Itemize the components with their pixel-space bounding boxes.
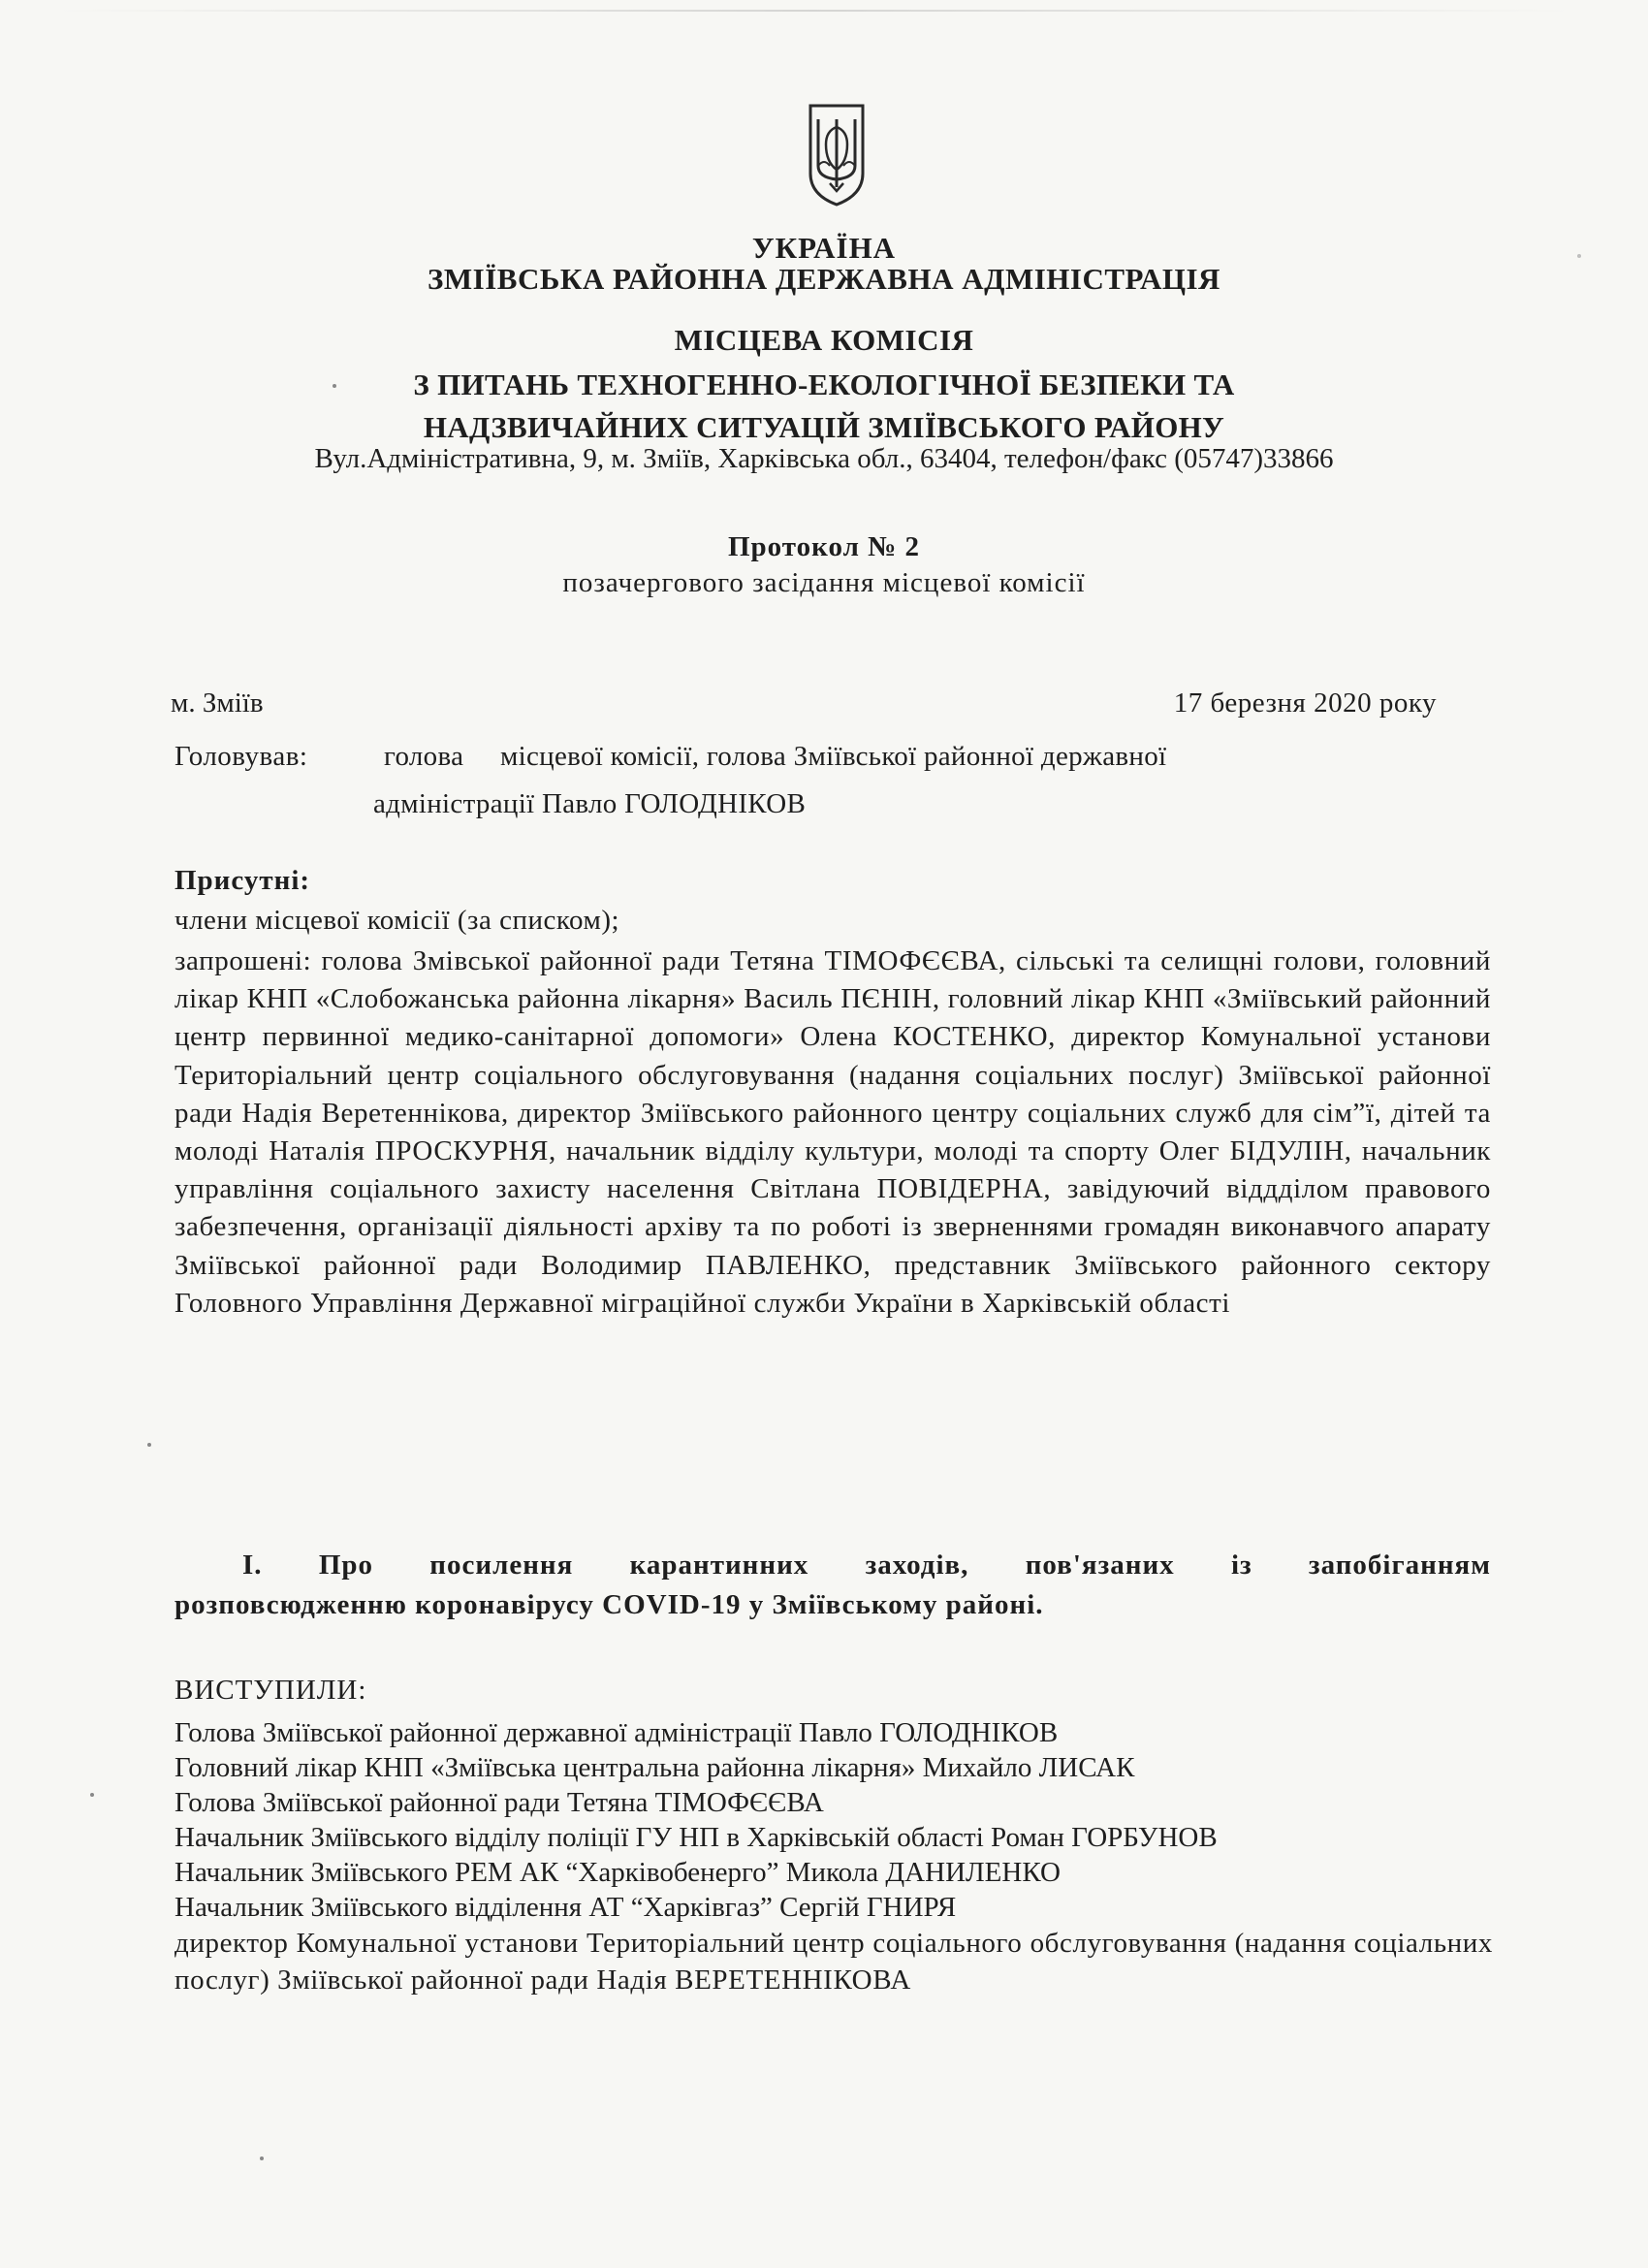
commission-heading-line2: З ПИТАНЬ ТЕХНОГЕННО-ЕКОЛОГІЧНОЇ БЕЗПЕКИ ТА <box>413 367 1235 401</box>
present-label: Присутні: <box>174 865 311 896</box>
list-item: директор Комунальної установи Територіальний центр соціального обслуговування (надання соціальних послуг) Зміївської районної ради Надія ВЕРЕТЕННІКОВА <box>174 1928 1493 1996</box>
list-item: Начальник Зміївського РЕМ АК “Харківобенерго” Микола ДАНИЛЕНКО <box>174 1857 1061 1888</box>
agenda-item-heading <box>174 1546 1491 1625</box>
chair-text-line1: голова місцевої комісії, голова Зміївської районної державної <box>384 741 1167 772</box>
agenda-heading-line2: розповсюдженню коронавірусу COVID-19 у Зміївському районі. <box>174 1589 1044 1620</box>
speakers-list <box>174 1715 1493 1998</box>
list-item: Голова Зміївської районної ради Тетяна ТІМОФЄЄВА <box>174 1787 824 1818</box>
scan-speck <box>90 1793 94 1797</box>
chair-text-line2: адміністрації Павло ГОЛОДНІКОВ <box>373 788 807 819</box>
country-heading: УКРАЇНА <box>751 231 897 265</box>
protocol-title: Протокол № 2 <box>727 531 921 562</box>
meeting-place: м. Зміїв <box>171 687 264 719</box>
scan-speck <box>1577 254 1581 258</box>
list-item: Начальник Зміївського відділення АТ “Харківгаз” Сергій ГНИРЯ <box>174 1892 957 1923</box>
administration-heading: ЗМІЇВСЬКА РАЙОННА ДЕРЖАВНА АДМІНІСТРАЦІЯ <box>428 262 1220 296</box>
meeting-date: 17 березня 2020 року <box>1173 687 1437 719</box>
list-item: Головний лікар КНП «Зміївська центральна районна лікарня» Михайло ЛИСАК <box>174 1752 1135 1783</box>
chair-label: Головував: <box>174 741 308 772</box>
scan-speck <box>147 1443 151 1447</box>
commission-heading-line3: НАДЗВИЧАЙНИХ СИТУАЦІЙ ЗМІЇВСЬКОГО РАЙОНУ <box>423 410 1225 444</box>
speakers-label: ВИСТУПИЛИ: <box>174 1675 367 1706</box>
list-item: Начальник Зміївського відділу поліції ГУ НП в Харківській області Роман ГОРБУНОВ <box>174 1822 1218 1853</box>
invited-paragraph: запрошені: голова Змівської районної ради Тетяна ТІМОФЄЄВА, сільські та селищні голови, головний лікар КНП «Слобожанська районна лікарня» Василь ПЄНІН, головний лікар КНП «Зміївський районний центр первинної медико-санітарної допомоги» Олена КОСТЕНКО, директор Комунальної установи Територіальний центр соціального обслуговування (надання соціальних послуг) Зміївської районної ради Надія Веретеннікова, директор Зміївського районного центру соціальних служб для сім”ї, дітей та молоді Наталія ПРОСКУРНЯ, начальник відділу культури, молоді та спорту Олег БІДУЛІН, начальник управління соціального захисту населення Світлана ПОВІДЕРНА, завідуючий віддділом правового забезпечення, організації діяльності архіву та по роботі із зверненнями громадян виконавчого апарату Зміївської районної ради Володимир ПАВЛЕНКО, представник Зміївського районного сектору Головного Управління Державної міграційної служби України в Харківській області <box>174 945 1491 1319</box>
scan-speck <box>260 2156 264 2160</box>
commission-heading-line1: МІСЦЕВА КОМІСІЯ <box>674 323 974 357</box>
address-line: Вул.Адміністративна, 9, м. Зміїв, Харківська обл., 63404, телефон/факс (05747)33866 <box>314 443 1334 474</box>
agenda-heading-line1: I. Про посилення карантинних заходів, пов'язаних із запобіганням <box>242 1549 1491 1581</box>
protocol-subtitle: позачергового засідання місцевої комісії <box>562 567 1086 598</box>
list-item: Голова Зміївської районної державної адміністрації Павло ГОЛОДНІКОВ <box>174 1717 1059 1748</box>
scan-edge-line <box>58 10 1570 12</box>
trident-emblem-icon <box>805 102 869 208</box>
members-line: члени місцевої комісії (за списком); <box>174 905 620 936</box>
scan-speck <box>333 384 336 388</box>
